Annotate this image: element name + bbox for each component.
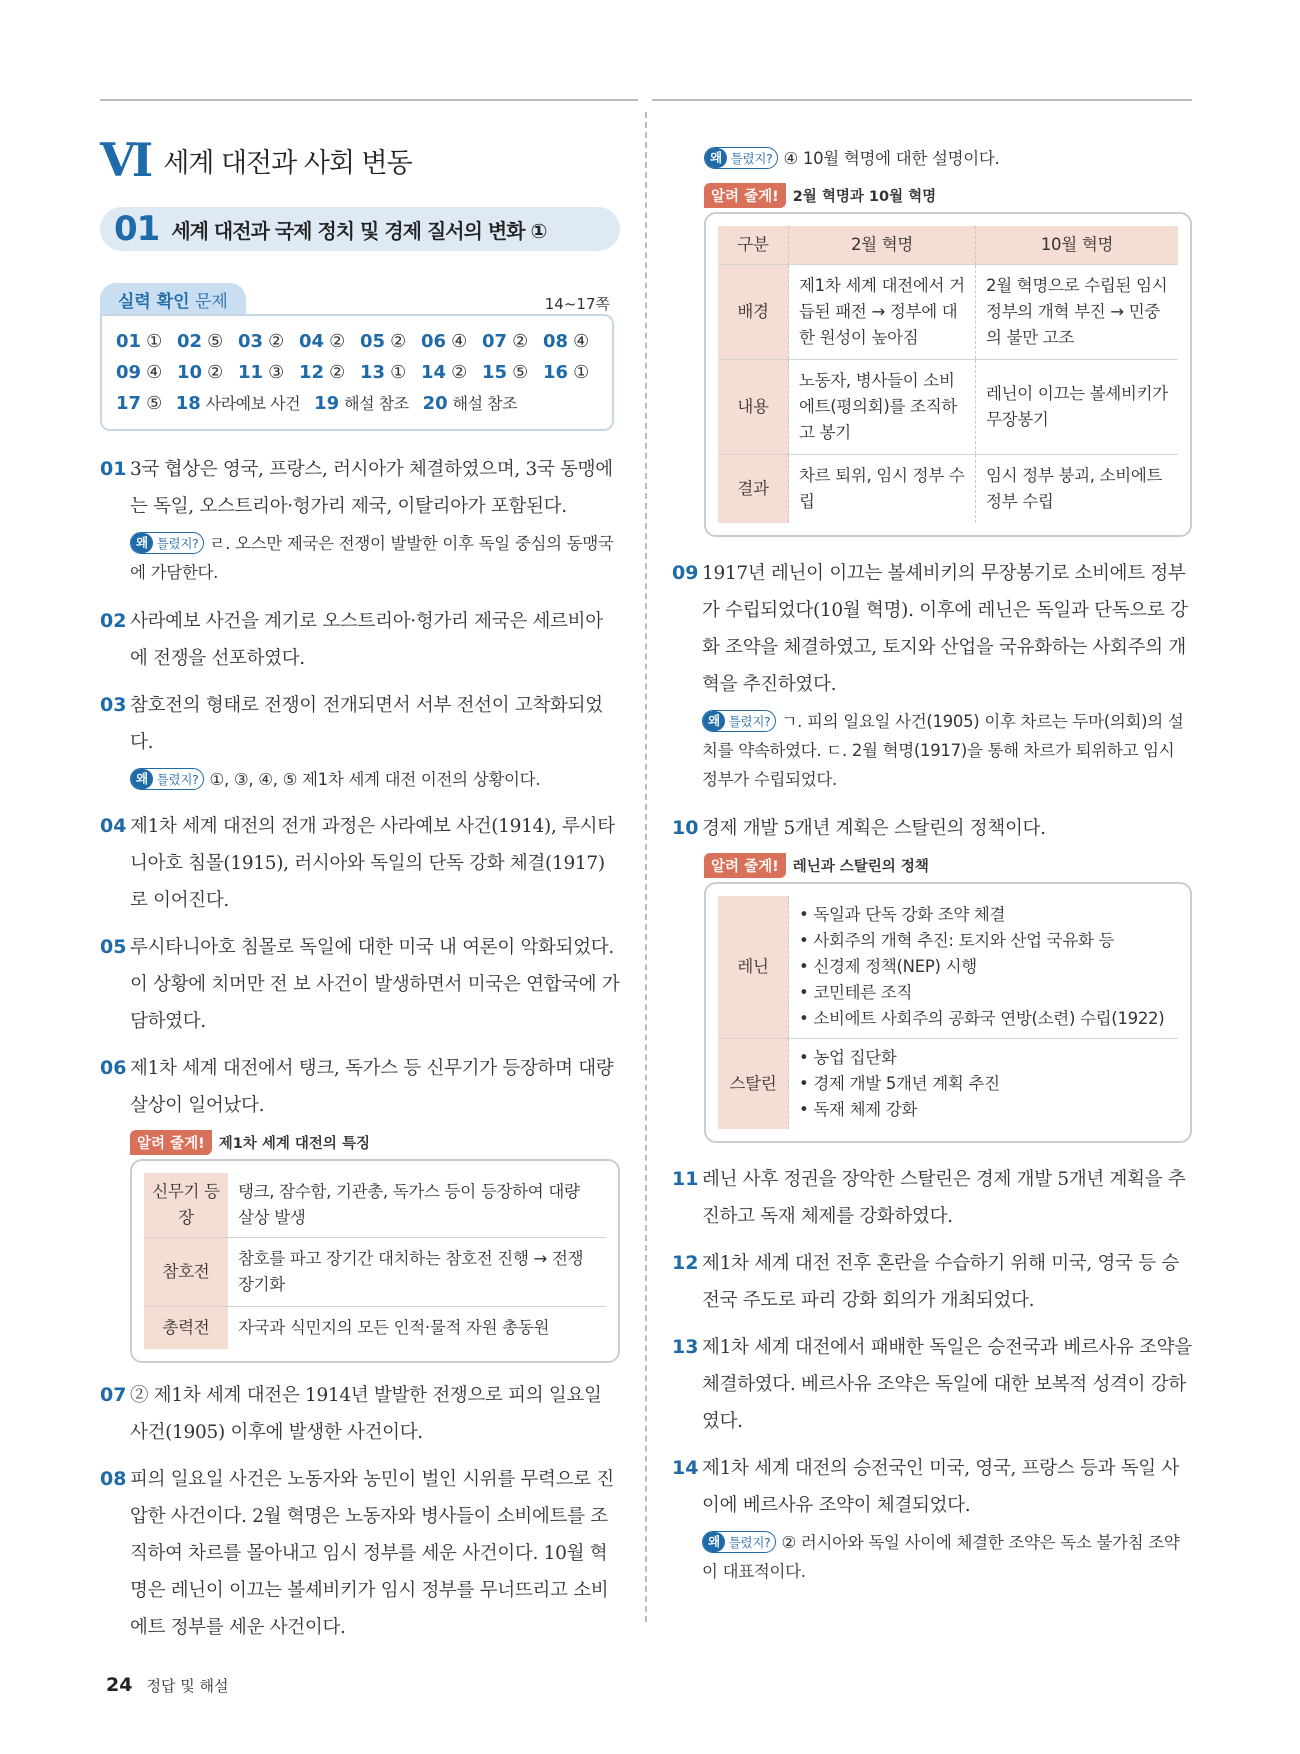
chapter-numeral: VI: [100, 133, 150, 187]
why-wrong-badge: 왜 틀렸지?: [130, 532, 204, 554]
quick-answer-value: 사라예보 사건: [205, 394, 301, 413]
quick-answer-number: 14: [421, 362, 447, 383]
quick-answer-number: 16: [543, 362, 569, 383]
quick-answer: [177, 357, 238, 388]
quick-answer: [543, 326, 604, 357]
answer-number: 09: [672, 562, 699, 584]
answer-text: 사라예보 사건을 계기로 오스트리아·헝가리 제국은 세르비아에 전쟁을 선포하였다.: [130, 611, 603, 669]
alert-header: [130, 1130, 370, 1155]
row-content: 자국과 식민지의 모든 인적·물적 자원 총동원: [238, 1318, 550, 1337]
answer-number: 10: [672, 817, 699, 839]
quick-answer: [421, 357, 482, 388]
answer-number: 08: [100, 1468, 127, 1490]
alert-table-box: [704, 212, 1192, 537]
answer-text: 경제 개발 5개년 계획은 스탈린의 정책이다.: [702, 818, 1046, 839]
cell-oct: 임시 정부 붕괴, 소비에트 정부 수립: [986, 466, 1163, 511]
quick-answer-value: ②: [329, 362, 345, 383]
quick-answer: [423, 388, 517, 419]
page-footer: [106, 1674, 228, 1696]
answer-number: 02: [100, 610, 127, 632]
quick-answer: [482, 357, 543, 388]
quick-answer-number: 11: [238, 362, 264, 383]
alert-header: [704, 183, 936, 208]
quick-answer: [314, 388, 408, 419]
table-header-row: [718, 226, 1178, 265]
row-header: 참호전: [144, 1238, 228, 1307]
quick-answer: [299, 326, 360, 357]
revolutions-table: [718, 226, 1178, 523]
ww1-features-table: [144, 1173, 606, 1349]
row-header: 내용: [718, 360, 789, 455]
section-title: 세계 대전과 국제 정치 및 경제 질서의 변화 ①: [171, 218, 547, 243]
policy-item: • 농업 집단화: [799, 1048, 897, 1067]
answer-number: 12: [672, 1252, 699, 1274]
quick-answer: [238, 357, 299, 388]
quick-answer: [238, 326, 299, 357]
quick-answer-number: 06: [421, 331, 447, 352]
quick-answer: [116, 326, 177, 357]
answer-04: [100, 808, 620, 919]
policy-list: [789, 1039, 1179, 1130]
answer-14: [672, 1450, 1192, 1524]
answer-text: 제1차 세계 대전 전후 혼란을 수습하기 위해 미국, 영국 등 승전국 주도로 파리 강화 회의가 개최되었다.: [702, 1253, 1179, 1311]
quick-answer-value: ②: [268, 331, 284, 352]
chapter-heading: [100, 135, 620, 185]
quick-answer-number: 10: [177, 362, 203, 383]
table-row: [718, 896, 1178, 1039]
alert-table-box: [130, 1159, 620, 1363]
footer-label: 정답 및 해설: [146, 1677, 229, 1695]
quick-answer: [482, 326, 543, 357]
practice-label-strong: 실력 확인: [118, 292, 190, 312]
column-header: 10월 혁명: [976, 226, 1179, 265]
why-wrong-badge: 왜 틀렸지?: [130, 768, 204, 790]
row-content: 참호를 파고 장기간 대치하는 참호전 진행 → 전쟁 장기화: [228, 1238, 606, 1307]
row-header: 결과: [718, 455, 789, 524]
quick-answer-number: 07: [482, 331, 508, 352]
row-header: 배경: [718, 265, 789, 360]
quick-answer-value: ①: [146, 331, 162, 352]
answer-number: 03: [100, 694, 127, 716]
answer-03: [100, 687, 620, 761]
alert-badge: 알려 줄게!: [130, 1130, 212, 1155]
alert-lenin-stalin: [704, 853, 1192, 1143]
page-number: 24: [106, 1674, 133, 1696]
quick-answer-number: 18: [175, 393, 201, 414]
row-header: 총력전: [144, 1307, 228, 1350]
answer-10: [672, 810, 1192, 847]
quick-answer-number: 19: [314, 393, 340, 414]
answer-row: [116, 326, 612, 357]
quick-answer-number: 04: [299, 331, 325, 352]
quick-answer-number: 15: [482, 362, 508, 383]
top-rule-right: [652, 99, 1192, 101]
answer-grid: [100, 314, 614, 431]
policy-item: • 신경제 정책(NEP) 시행: [799, 957, 977, 976]
quick-answer: [360, 326, 421, 357]
quick-answer-value: ⑤: [207, 331, 223, 352]
answer-text: 제1차 세계 대전의 승전국인 미국, 영국, 프랑스 등과 독일 사이에 베르사유 조약이 체결되었다.: [702, 1458, 1179, 1516]
quick-answer-number: 09: [116, 362, 142, 383]
quick-answer-value: 해설 참조: [344, 394, 409, 413]
alert-title: 레닌과 스탈린의 정책: [792, 859, 929, 875]
why-wrong-text: ㄱ. 피의 일요일 사건(1905) 이후 차르는 두마(의회)의 설치를 약속하였다. ㄷ. 2월 혁명(1917)을 통해 차르가 퇴위하고 임시 정부가 수립되었다.: [702, 712, 1184, 789]
chapter-title: 세계 대전과 사회 변동: [163, 147, 412, 179]
answer-text: 1917년 레닌이 이끄는 볼셰비키의 무장봉기로 소비에트 정부가 수립되었다(10월 혁명). 이후에 레닌은 독일과 단독으로 강화 조약을 체결하였고, 토지와 산업을 국유화하는 사회주의 개혁을 추진하였다.: [702, 563, 1188, 695]
answer-text: 제1차 세계 대전에서 탱크, 독가스 등 신무기가 등장하며 대량 살상이 일어났다.: [130, 1058, 614, 1116]
quick-answer-value: ②: [390, 331, 406, 352]
why-wrong-09: [702, 707, 1192, 794]
right-column: [672, 140, 1192, 1586]
quick-answer-value: 해설 참조: [452, 394, 518, 413]
quick-answer: [543, 357, 604, 388]
answer-text: ② 제1차 세계 대전은 1914년 발발한 전쟁으로 피의 일요일 사건(1905) 이후에 발생한 사건이다.: [130, 1385, 602, 1443]
quick-answer-number: 17: [116, 393, 142, 414]
column-header: 2월 혁명: [789, 226, 976, 265]
alert-badge: 알려 줄게!: [704, 853, 786, 878]
alert-revolutions: [704, 183, 1192, 537]
row-header: 신무기 등장: [144, 1173, 228, 1238]
policy-item: • 코민테른 조직: [799, 983, 913, 1002]
answer-text: 피의 일요일 사건은 노동자와 농민이 벌인 시위를 무력으로 진압한 사건이다. 2월 혁명은 노동자와 병사들이 소비에트를 조직하여 차르를 몰아내고 임시 정부를 세운 사건이다. 10월 혁명은 레닌이 이끄는 볼셰비키가 임시 정부를 무너뜨리고 소비에트 정부를 세운 사건이다.: [130, 1469, 614, 1638]
answer-text: 루시타니아호 침몰로 독일에 대한 미국 내 여론이 악화되었다. 이 상황에 치머만 전 보 사건이 발생하면서 미국은 연합국에 가담하였다.: [130, 937, 620, 1032]
policy-item: • 경제 개발 5개년 계획 추진: [799, 1074, 1000, 1093]
cell-oct: 레닌이 이끄는 볼셰비키가 무장봉기: [976, 360, 1179, 455]
why-wrong-badge: 왜 틀렸지?: [702, 1531, 776, 1553]
answer-05: [100, 929, 620, 1040]
quick-answer: [421, 326, 482, 357]
why-wrong-14: [702, 1528, 1192, 1586]
quick-answer-value: ②: [512, 331, 528, 352]
table-row: [144, 1173, 606, 1238]
policy-list: [789, 896, 1179, 1039]
quick-answer-number: 13: [360, 362, 386, 383]
cell-oct: 2월 혁명으로 수립된 임시 정부의 개혁 부진 → 민중의 불만 고조: [976, 265, 1179, 360]
why-wrong-01: [130, 529, 620, 587]
answer-08: [100, 1461, 620, 1646]
answer-text: 참호전의 형태로 전쟁이 전개되면서 서부 전선이 고착화되었다.: [130, 695, 603, 753]
table-row: [718, 455, 1178, 524]
practice-label-rest: 문제: [189, 292, 228, 312]
alert-title: 제1차 세계 대전의 특징: [218, 1136, 370, 1152]
answer-text: 제1차 세계 대전에서 패배한 독일은 승전국과 베르사유 조약을 체결하였다. 베르사유 조약은 독일에 대한 보복적 성격이 강하였다.: [702, 1337, 1192, 1432]
table-row: [144, 1307, 606, 1350]
practice-panel: [100, 283, 614, 431]
quick-answer: [299, 357, 360, 388]
answer-12: [672, 1245, 1192, 1319]
answer-number: 13: [672, 1336, 699, 1358]
quick-answer-number: 02: [177, 331, 203, 352]
quick-answer-value: ④: [451, 331, 467, 352]
quick-answer-number: 01: [116, 331, 142, 352]
table-row: [718, 265, 1178, 360]
answer-row: [116, 357, 612, 388]
quick-answer-value: ④: [146, 362, 162, 383]
quick-answer-number: 03: [238, 331, 264, 352]
answer-11: [672, 1161, 1192, 1235]
table-row: [144, 1238, 606, 1307]
answer-row: [116, 388, 612, 419]
practice-pages: 14~17쪽: [544, 295, 610, 313]
answer-text: 제1차 세계 대전의 전개 과정은 사라예보 사건(1914), 루시타니아호 침몰(1915), 러시아와 독일의 단독 강화 체결(1917)로 이어진다.: [130, 816, 615, 911]
table-row: [718, 1039, 1178, 1130]
quick-answer-number: 12: [299, 362, 325, 383]
answer-number: 11: [672, 1168, 699, 1190]
quick-answer-value: ②: [451, 362, 467, 383]
answer-text: 3국 협상은 영국, 프랑스, 러시아가 체결하였으며, 3국 동맹에는 독일, 오스트리아·헝가리 제국, 이탈리아가 포함된다.: [130, 459, 613, 517]
answer-01: [100, 451, 620, 525]
table-row: [718, 360, 1178, 455]
practice-tab: [100, 283, 246, 314]
row-header: 레닌: [718, 896, 789, 1039]
quick-answer-value: ④: [573, 331, 589, 352]
answer-number: 04: [100, 815, 127, 837]
answer-number: 06: [100, 1057, 127, 1079]
cell-feb: 제1차 세계 대전에서 거듭된 패전 → 정부에 대한 원성이 높아짐: [789, 265, 976, 360]
quick-answer: [116, 388, 162, 419]
why-wrong-text: ④ 10월 혁명에 대한 설명이다.: [783, 149, 1000, 168]
policy-item: • 독재 체제 강화: [799, 1100, 918, 1119]
column-divider: [645, 112, 647, 1622]
why-wrong-badge: 왜 틀렸지?: [704, 147, 778, 169]
answer-09: [672, 555, 1192, 703]
answer-06: [100, 1050, 620, 1124]
answer-number: 05: [100, 936, 127, 958]
why-wrong-08: [704, 144, 1192, 173]
lenin-stalin-table: [718, 896, 1178, 1129]
why-wrong-03: [130, 765, 620, 794]
alert-badge: 알려 줄게!: [704, 183, 786, 208]
quick-answer: [176, 388, 300, 419]
policy-item: • 소비에트 사회주의 공화국 연방(소련) 수립(1922): [799, 1009, 1165, 1028]
quick-answer: [360, 357, 421, 388]
column-header: 구분: [718, 226, 789, 265]
quick-answer-value: ⑤: [512, 362, 528, 383]
quick-answer: [116, 357, 177, 388]
row-header: 스탈린: [718, 1039, 789, 1130]
why-wrong-text: ② 러시아와 독일 사이에 체결한 조약은 독소 불가침 조약이 대표적이다.: [702, 1533, 1180, 1581]
section-banner: [100, 207, 620, 251]
quick-answer-value: ②: [329, 331, 345, 352]
alert-table-box: [704, 882, 1192, 1143]
section-number: 01: [114, 209, 160, 249]
answer-13: [672, 1329, 1192, 1440]
why-wrong-text: ①, ③, ④, ⑤ 제1차 세계 대전 이전의 상황이다.: [209, 770, 541, 789]
why-wrong-badge: 왜 틀렸지?: [702, 710, 776, 732]
top-rule-left: [100, 99, 638, 101]
why-wrong-text: ㄹ. 오스만 제국은 전쟁이 발발한 이후 독일 중심의 동맹국에 가담한다.: [130, 534, 614, 582]
answer-number: 01: [100, 458, 127, 480]
quick-answer-value: ⑤: [146, 393, 162, 414]
row-content: 탱크, 잠수함, 기관총, 독가스 등이 등장하여 대량 살상 발생: [228, 1173, 606, 1238]
answer-07: [100, 1377, 620, 1451]
quick-answer-number: 20: [422, 393, 448, 414]
quick-answer: [177, 326, 238, 357]
quick-answer-value: ①: [573, 362, 589, 383]
cell-feb: 노동자, 병사들이 소비에트(평의회)를 조직하고 봉기: [789, 360, 976, 455]
quick-answer-number: 05: [360, 331, 386, 352]
alert-header: [704, 853, 929, 878]
alert-ww1: [130, 1130, 620, 1363]
policy-item: • 사회주의 개혁 추진: 토지와 산업 국유화 등: [799, 931, 1115, 950]
answer-number: 14: [672, 1457, 699, 1479]
answer-02: [100, 603, 620, 677]
answer-text: 레닌 사후 정권을 장악한 스탈린은 경제 개발 5개년 계획을 추진하고 독재 체제를 강화하였다.: [702, 1169, 1186, 1227]
quick-answer-number: 08: [543, 331, 569, 352]
quick-answer-value: ③: [268, 362, 284, 383]
answer-number: 07: [100, 1384, 127, 1406]
cell-feb: 차르 퇴위, 임시 정부 수립: [789, 455, 976, 524]
quick-answer-value: ②: [207, 362, 223, 383]
policy-item: • 독일과 단독 강화 조약 체결: [799, 905, 1006, 924]
left-column: [100, 135, 620, 1646]
quick-answer-value: ①: [390, 362, 406, 383]
alert-title: 2월 혁명과 10월 혁명: [792, 189, 937, 205]
